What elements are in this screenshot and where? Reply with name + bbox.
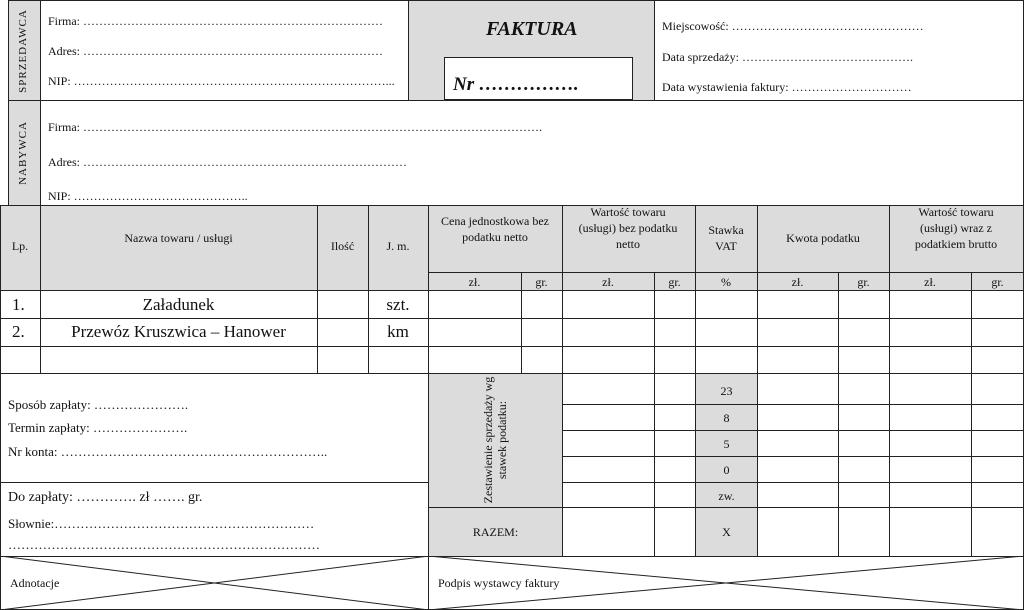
col-header-stawka: Stawka VAT [708, 223, 744, 253]
payment-term: Termin zapłaty: …………………. [8, 420, 188, 435]
subheader-cell: zł. [924, 275, 936, 289]
row-nazwa: Załadunek [142, 295, 215, 314]
seller-firma: Firma: ………………………………………………………………… [48, 14, 383, 28]
subheader-cell: % [721, 275, 731, 289]
summary-vertical-text: Zestawienie sprzedaży wg stawek podatku: [481, 376, 509, 504]
row-lp: 2. [12, 322, 25, 341]
col-header-wartosc-netto: Wartość towaru (usługi) bez podatku netto [578, 205, 678, 251]
rate-value: zw. [718, 489, 735, 503]
col-header-nazwa: Nazwa towaru / usługi [124, 231, 233, 245]
subheader-cell: gr. [857, 275, 870, 289]
annotations-label: Adnotacje [10, 576, 60, 590]
summary-grid [562, 373, 1024, 557]
row-lp: 1. [12, 295, 25, 314]
invoice-number: Nr ……………. [453, 74, 579, 95]
rate-value: 23 [720, 384, 733, 398]
invoice-title: FAKTURA [486, 18, 578, 40]
seller-nip: NIP: ……………………………………………………………………... [48, 74, 395, 88]
account-number: Nr konta: …………………………………………………….. [8, 444, 328, 459]
col-header-kwota: Kwota podatku [786, 231, 860, 245]
signature-label: Podpis wystawcy faktury [438, 576, 560, 590]
payment-method: Sposób zapłaty: …………………. [8, 397, 189, 412]
subheader-cell: gr. [535, 275, 548, 289]
rate-value: 5 [723, 437, 730, 451]
col-header-jm: J. m. [386, 239, 410, 253]
subheader-cell: zł. [468, 275, 481, 289]
amount-in-words-continued: ……………………………………………………………… [8, 537, 320, 552]
razem-label: RAZEM: [472, 525, 519, 539]
razem-rate: X [722, 525, 731, 539]
row-jm: szt. [386, 295, 410, 314]
summary-vertical-label [481, 360, 511, 520]
issue-date-field: Data wystawienia faktury: ………………………… [662, 80, 912, 94]
seller-side-label: SPRZEDAWCA [17, 9, 29, 93]
amount-in-words: Słownie:…………………………………………………… [8, 516, 315, 531]
subheader-cell: gr. [668, 275, 681, 289]
subheader-cell: gr. [991, 275, 1004, 289]
subheader-cell: zł. [791, 275, 804, 289]
place-field: Miejscowość: ………………………………………… [662, 19, 924, 33]
row-nazwa: Przewóz Kruszwica – Hanower [71, 322, 286, 341]
seller-adres: Adres: ………………………………………………………………… [48, 44, 383, 58]
amount-due: Do zapłaty: …………. zł ……. gr. [8, 490, 203, 505]
col-header-cena: Cena jednostkowa bez podatku netto [441, 214, 549, 244]
buyer-firma: Firma: ……………………………………………………………………………………………………. [48, 120, 542, 134]
annotations-cross [0, 556, 429, 610]
rate-value: 0 [723, 463, 730, 477]
buyer-nip: NIP: …………………………………….. [48, 189, 248, 203]
col-header-ilosc: Ilość [330, 239, 355, 253]
rate-value: 8 [723, 411, 730, 425]
col-header-lp: Lp. [11, 239, 29, 253]
buyer-side-label: NABYWCA [17, 121, 29, 185]
sale-date-field: Data sprzedaży: ……………………………………. [662, 50, 913, 64]
buyer-adres: Adres: ……………………………………………………………………… [48, 155, 407, 169]
col-header-wartosc-brutto: Wartość towaru (usługi) wraz z podatkiem brutto [914, 205, 998, 251]
row-jm: km [387, 322, 409, 341]
subheader-cell: zł. [602, 275, 614, 289]
